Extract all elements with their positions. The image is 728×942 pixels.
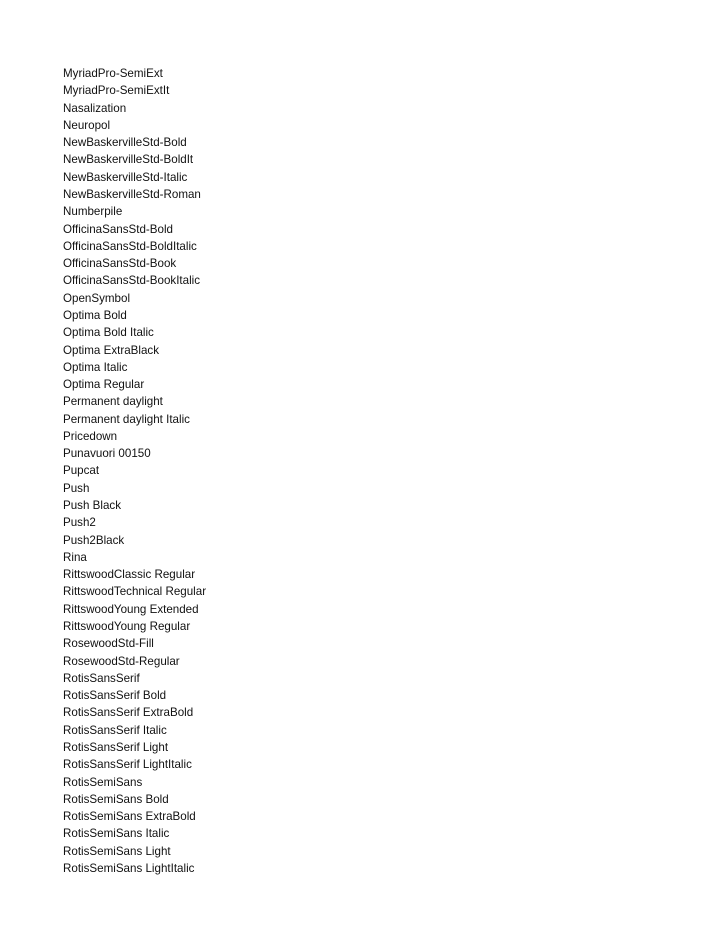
font-name-item: Neuropol <box>63 118 111 132</box>
font-name-item: Punavuori 00150 <box>63 447 151 461</box>
font-name-item: Pupcat <box>63 464 100 478</box>
font-name-item: RittswoodYoung Regular <box>63 620 191 633</box>
font-name-item: RotisSansSerif Light <box>63 740 169 754</box>
font-name-item: RittswoodTechnical Regular <box>63 585 207 599</box>
font-name-item: OpenSymbol <box>63 291 131 305</box>
font-name-item: MyriadPro-SemiExtIt <box>63 84 170 98</box>
font-name-item: OfficinaSansStd-BoldItalic <box>63 239 197 253</box>
font-name-item: RittswoodClassic Regular <box>63 568 196 582</box>
font-name-item: RotisSemiSans ExtraBold <box>63 810 196 824</box>
font-name-item: RotisSansSerif LightItalic <box>63 758 192 772</box>
font-name-item: Optima Regular <box>63 378 145 392</box>
font-name-item: RotisSansSerif ExtraBold <box>63 706 194 720</box>
font-name-item: NewBaskervilleStd-Bold <box>63 136 187 150</box>
font-name-item: RotisSemiSans <box>63 775 143 789</box>
font-name-item: Optima Italic <box>63 360 128 374</box>
font-name-item: RosewoodStd-Regular <box>63 654 180 668</box>
font-name-item: MyriadPro-SemiExt <box>63 67 163 80</box>
font-name-item: RotisSemiSans Light <box>63 844 171 858</box>
font-name-item: Push <box>63 481 90 495</box>
font-name-item: Optima ExtraBlack <box>63 343 159 357</box>
font-name-item: RosewoodStd-Fill <box>63 637 154 651</box>
font-name-item: OfficinaSansStd-BookItalic <box>63 274 201 288</box>
font-name-item: Optima Bold Italic <box>63 326 154 340</box>
font-name-item: Optima Bold <box>63 308 127 322</box>
font-name-item: Rina <box>63 550 87 564</box>
font-name-item: RotisSansSerif Bold <box>63 689 167 703</box>
font-name-item: RittswoodYoung Extended <box>63 602 199 616</box>
font-name-item: RotisSansSerif Italic <box>63 723 167 737</box>
font-name-item: NewBaskervilleStd-BoldIt <box>63 153 194 167</box>
font-name-item: RotisSemiSans Italic <box>63 827 170 841</box>
font-name-item: Permanent daylight Italic <box>63 412 190 426</box>
font-name-item: Push2 <box>63 516 96 530</box>
font-name-item: Permanent daylight <box>63 395 163 409</box>
font-name-item: RotisSansSerif <box>63 671 140 685</box>
font-name-item: RotisSemiSans LightItalic <box>63 861 195 875</box>
font-name-item: NewBaskervilleStd-Italic <box>63 170 188 184</box>
font-name-item: RotisSemiSans Bold <box>63 792 169 806</box>
font-name-item: Pricedown <box>63 429 118 443</box>
font-name-item: Nasalization <box>63 101 127 115</box>
font-name-item: Numberpile <box>63 205 123 219</box>
font-name-item: Push2Black <box>63 533 125 547</box>
font-name-item: OfficinaSansStd-Bold <box>63 222 173 236</box>
font-name-item: NewBaskervilleStd-Roman <box>63 187 201 201</box>
font-name-item: OfficinaSansStd-Book <box>63 257 177 271</box>
font-name-item: Push Black <box>63 499 121 513</box>
font-name-list <box>63 65 206 877</box>
